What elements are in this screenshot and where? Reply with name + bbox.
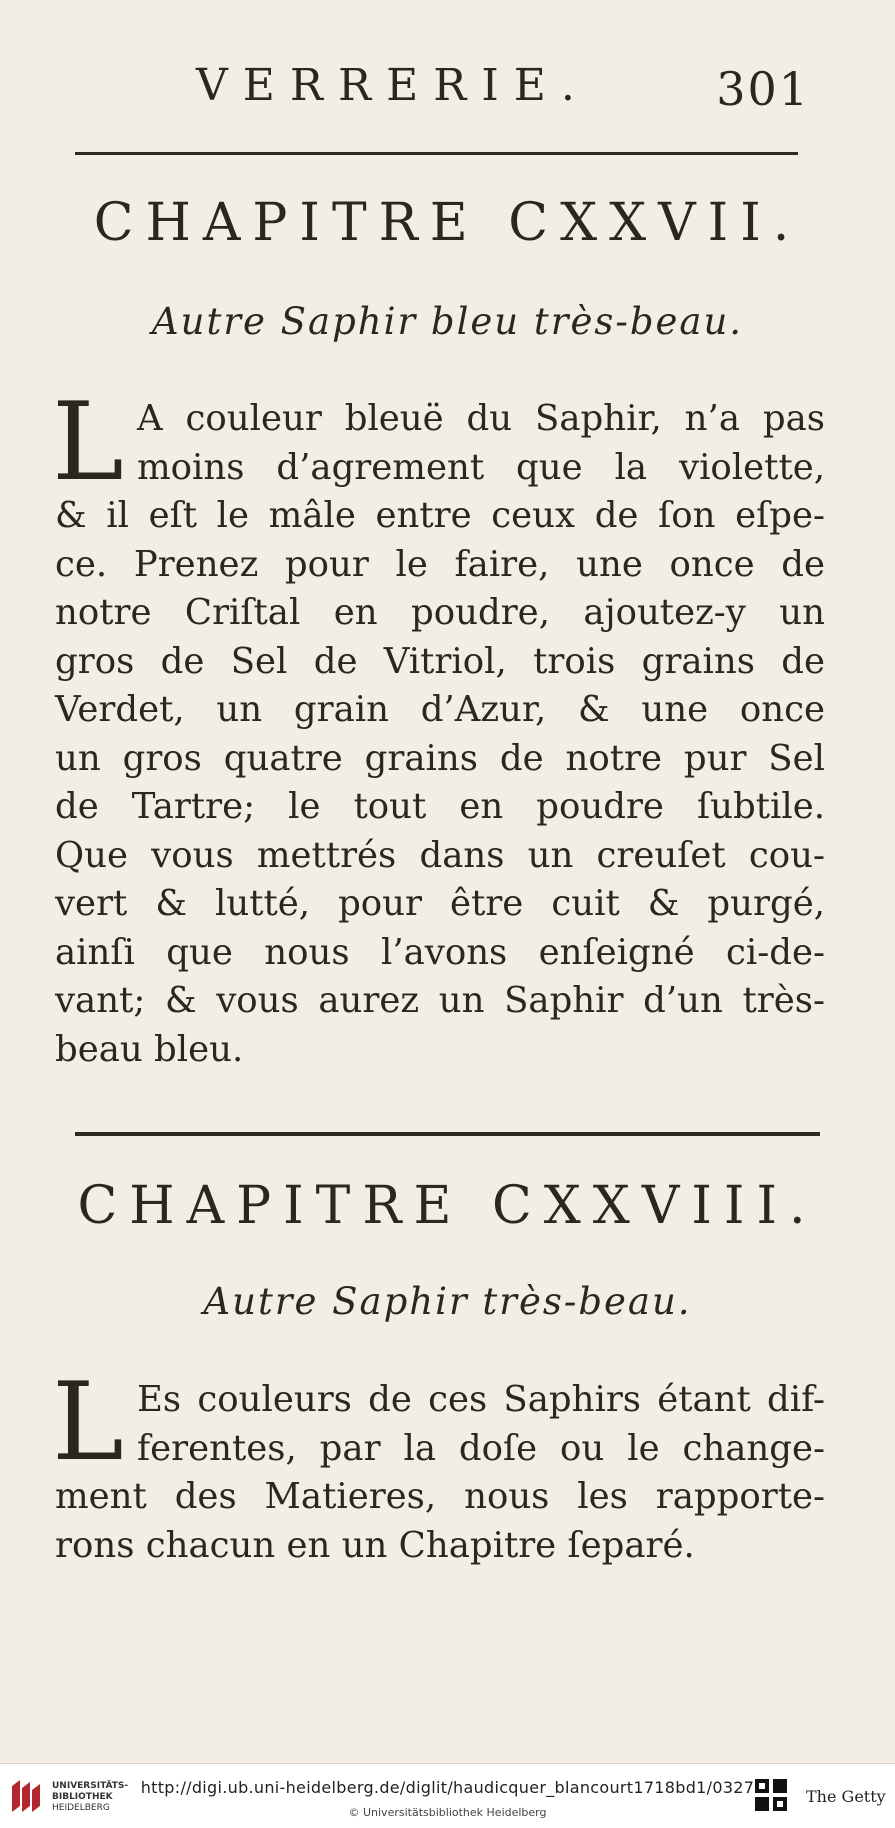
chapter-text-128	[55, 1376, 825, 1570]
permalink-url[interactable]: http://digi.ub.uni-heidelberg.de/diglit/haudicquer_blancourt1718bd1/0327	[140, 1778, 755, 1797]
text-line: & il eſt le mâle entre ceux de ſon eſpe-	[55, 495, 825, 536]
text-line: un gros quatre grains de notre pur Sel	[55, 737, 825, 779]
running-head-title: VERRERIE.	[196, 60, 590, 111]
getty-logo-icon[interactable]	[753, 1777, 789, 1815]
running-head	[0, 52, 895, 122]
text-line: Que vous mettrés dans un creuſet cou-	[55, 834, 825, 876]
text-line: moins d’agrement que la violette,	[137, 446, 825, 488]
chapter-heading-127: CHAPITRE CXXVII.	[93, 193, 802, 253]
text-line: Es couleurs de ces Saphirs étant dif-	[137, 1379, 825, 1420]
chapter-divider-rule	[75, 1132, 820, 1136]
text-line: ce. Prenez pour le faire, une once de	[55, 543, 825, 585]
text-line: rons chacun en un Chapitre ſeparé.	[55, 1524, 695, 1566]
header-rule	[75, 152, 798, 155]
library-name-line: HEIDELBERG	[52, 1803, 110, 1813]
text-line: ferentes, par la doſe ou le change-	[137, 1427, 825, 1469]
library-name-line: UNIVERSITÄTS-	[52, 1781, 129, 1791]
chapter-subtitle-127: Autre Saphir bleu très-beau.	[151, 300, 744, 343]
text-line: vert & lutté, pour être cuit & purgé,	[55, 883, 825, 924]
copyright-notice: © Universitätsbibliothek Heidelberg	[348, 1806, 547, 1819]
drop-cap: L	[52, 380, 124, 505]
viewer-footer	[0, 1763, 895, 1828]
text-line: gros de Sel de Vitriol, trois grains de	[55, 640, 825, 682]
text-line: vant; & vous aurez un Saphir d’un très-	[55, 980, 825, 1021]
chapter-subtitle-128: Autre Saphir très-beau.	[203, 1280, 692, 1323]
page-number: 301	[716, 62, 810, 116]
drop-cap: L	[52, 1360, 124, 1485]
text-line: notre Criſtal en poudre, ajoutez-y un	[55, 592, 825, 633]
text-line: A couleur bleuë du Saphir, n’a pas	[137, 398, 825, 439]
chapter-heading-128: CHAPITRE CXXVIII.	[77, 1176, 818, 1236]
partner-name: The Getty	[806, 1787, 886, 1806]
text-line: Verdet, un grain d’Azur, & une once	[55, 689, 825, 730]
text-line: beau bleu.	[55, 1028, 244, 1070]
library-name-line: BIBLIOTHEK	[52, 1792, 113, 1802]
chapter-text-127	[55, 395, 825, 1074]
text-line: ment des Matieres, nous les rapporte-	[55, 1476, 825, 1517]
text-line: de Tartre; le tout en poudre ſubtile.	[55, 786, 825, 827]
text-line: ainſi que nous l’avons enſeigné ci-de-	[55, 931, 825, 973]
